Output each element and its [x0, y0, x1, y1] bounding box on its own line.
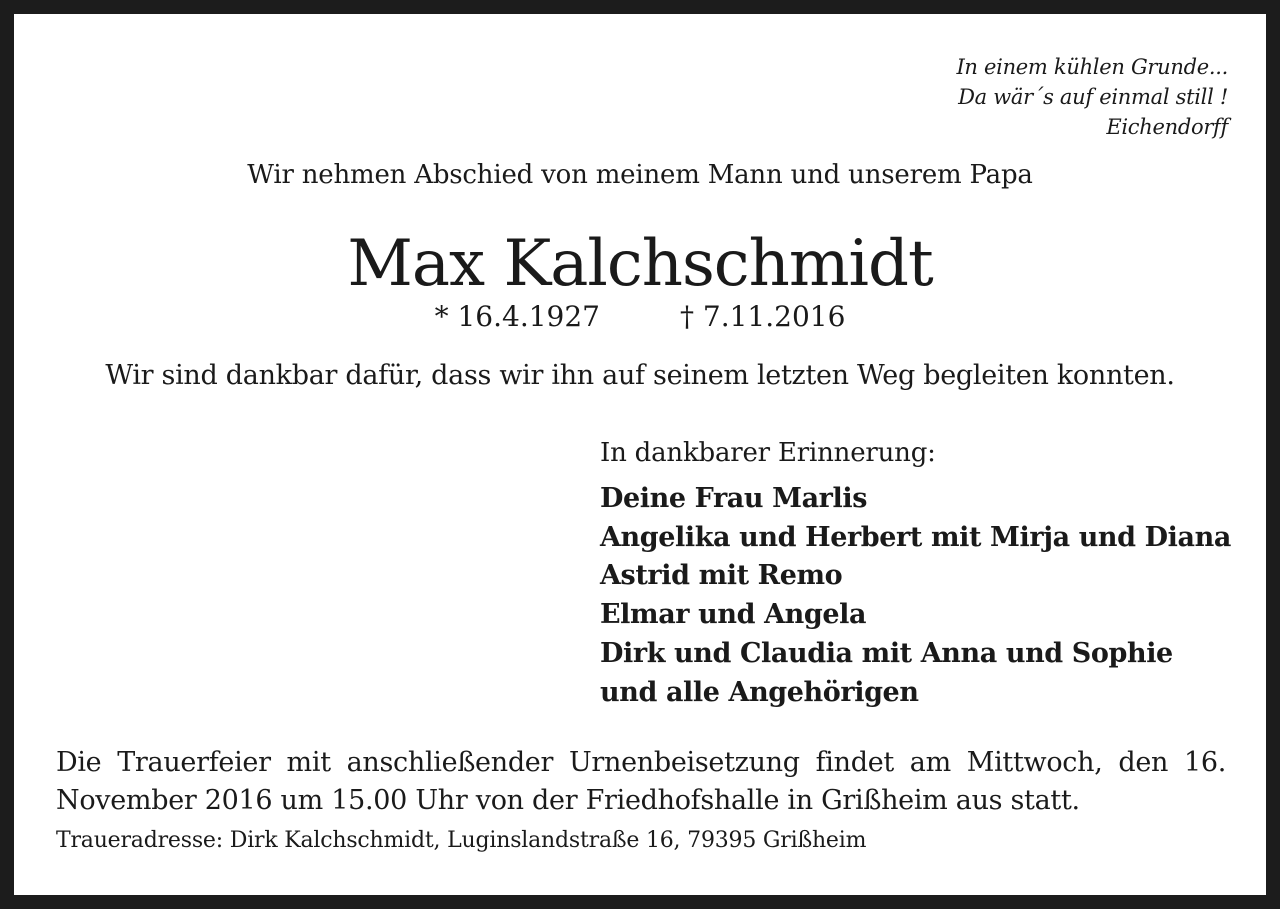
- deceased-name: Max Kalchschmidt: [347, 227, 933, 301]
- memory-heading: In dankbarer Erinnerung:: [600, 438, 936, 468]
- quote-line: Da wär´s auf einmal still !: [958, 85, 1228, 109]
- obituary-notice: [14, 14, 1266, 895]
- mourner-line: Angelika und Herbert mit Mirja und Diana: [600, 521, 1231, 553]
- farewell-intro: Wir nehmen Abschied von meinem Mann und unserem Papa: [247, 160, 1033, 190]
- death-date: † 7.11.2016: [680, 300, 846, 333]
- quote-line: In einem kühlen Grunde...: [956, 55, 1228, 79]
- quote-author: Eichendorff: [1106, 115, 1228, 139]
- mourner-line: und alle Angehörigen: [600, 676, 919, 708]
- ceremony-info: Die Trauerfeier mit anschließender Urnenbeisetzung findet am Mittwoch, den 16. November 2016 um 15.00 Uhr von der Friedhofshalle in Grißheim aus statt.: [56, 747, 1226, 816]
- gratitude-text: Wir sind dankbar dafür, dass wir ihn auf seinem letzten Weg begleiten konnten.: [105, 360, 1175, 391]
- birth-date: * 16.4.1927: [434, 300, 600, 333]
- mourner-line: Deine Frau Marlis: [600, 483, 868, 514]
- life-dates: [14, 300, 1266, 333]
- mourning-address: Traueradresse: Dirk Kalchschmidt, Luginslandstraße 16, 79395 Grißheim: [56, 828, 867, 853]
- mourner-line: Dirk und Claudia mit Anna und Sophie: [600, 637, 1173, 669]
- mourner-line: Elmar und Angela: [600, 599, 867, 631]
- mourner-line: Astrid mit Remo: [600, 560, 843, 592]
- mourners-list: [600, 480, 1231, 712]
- poem-quote: [956, 52, 1228, 142]
